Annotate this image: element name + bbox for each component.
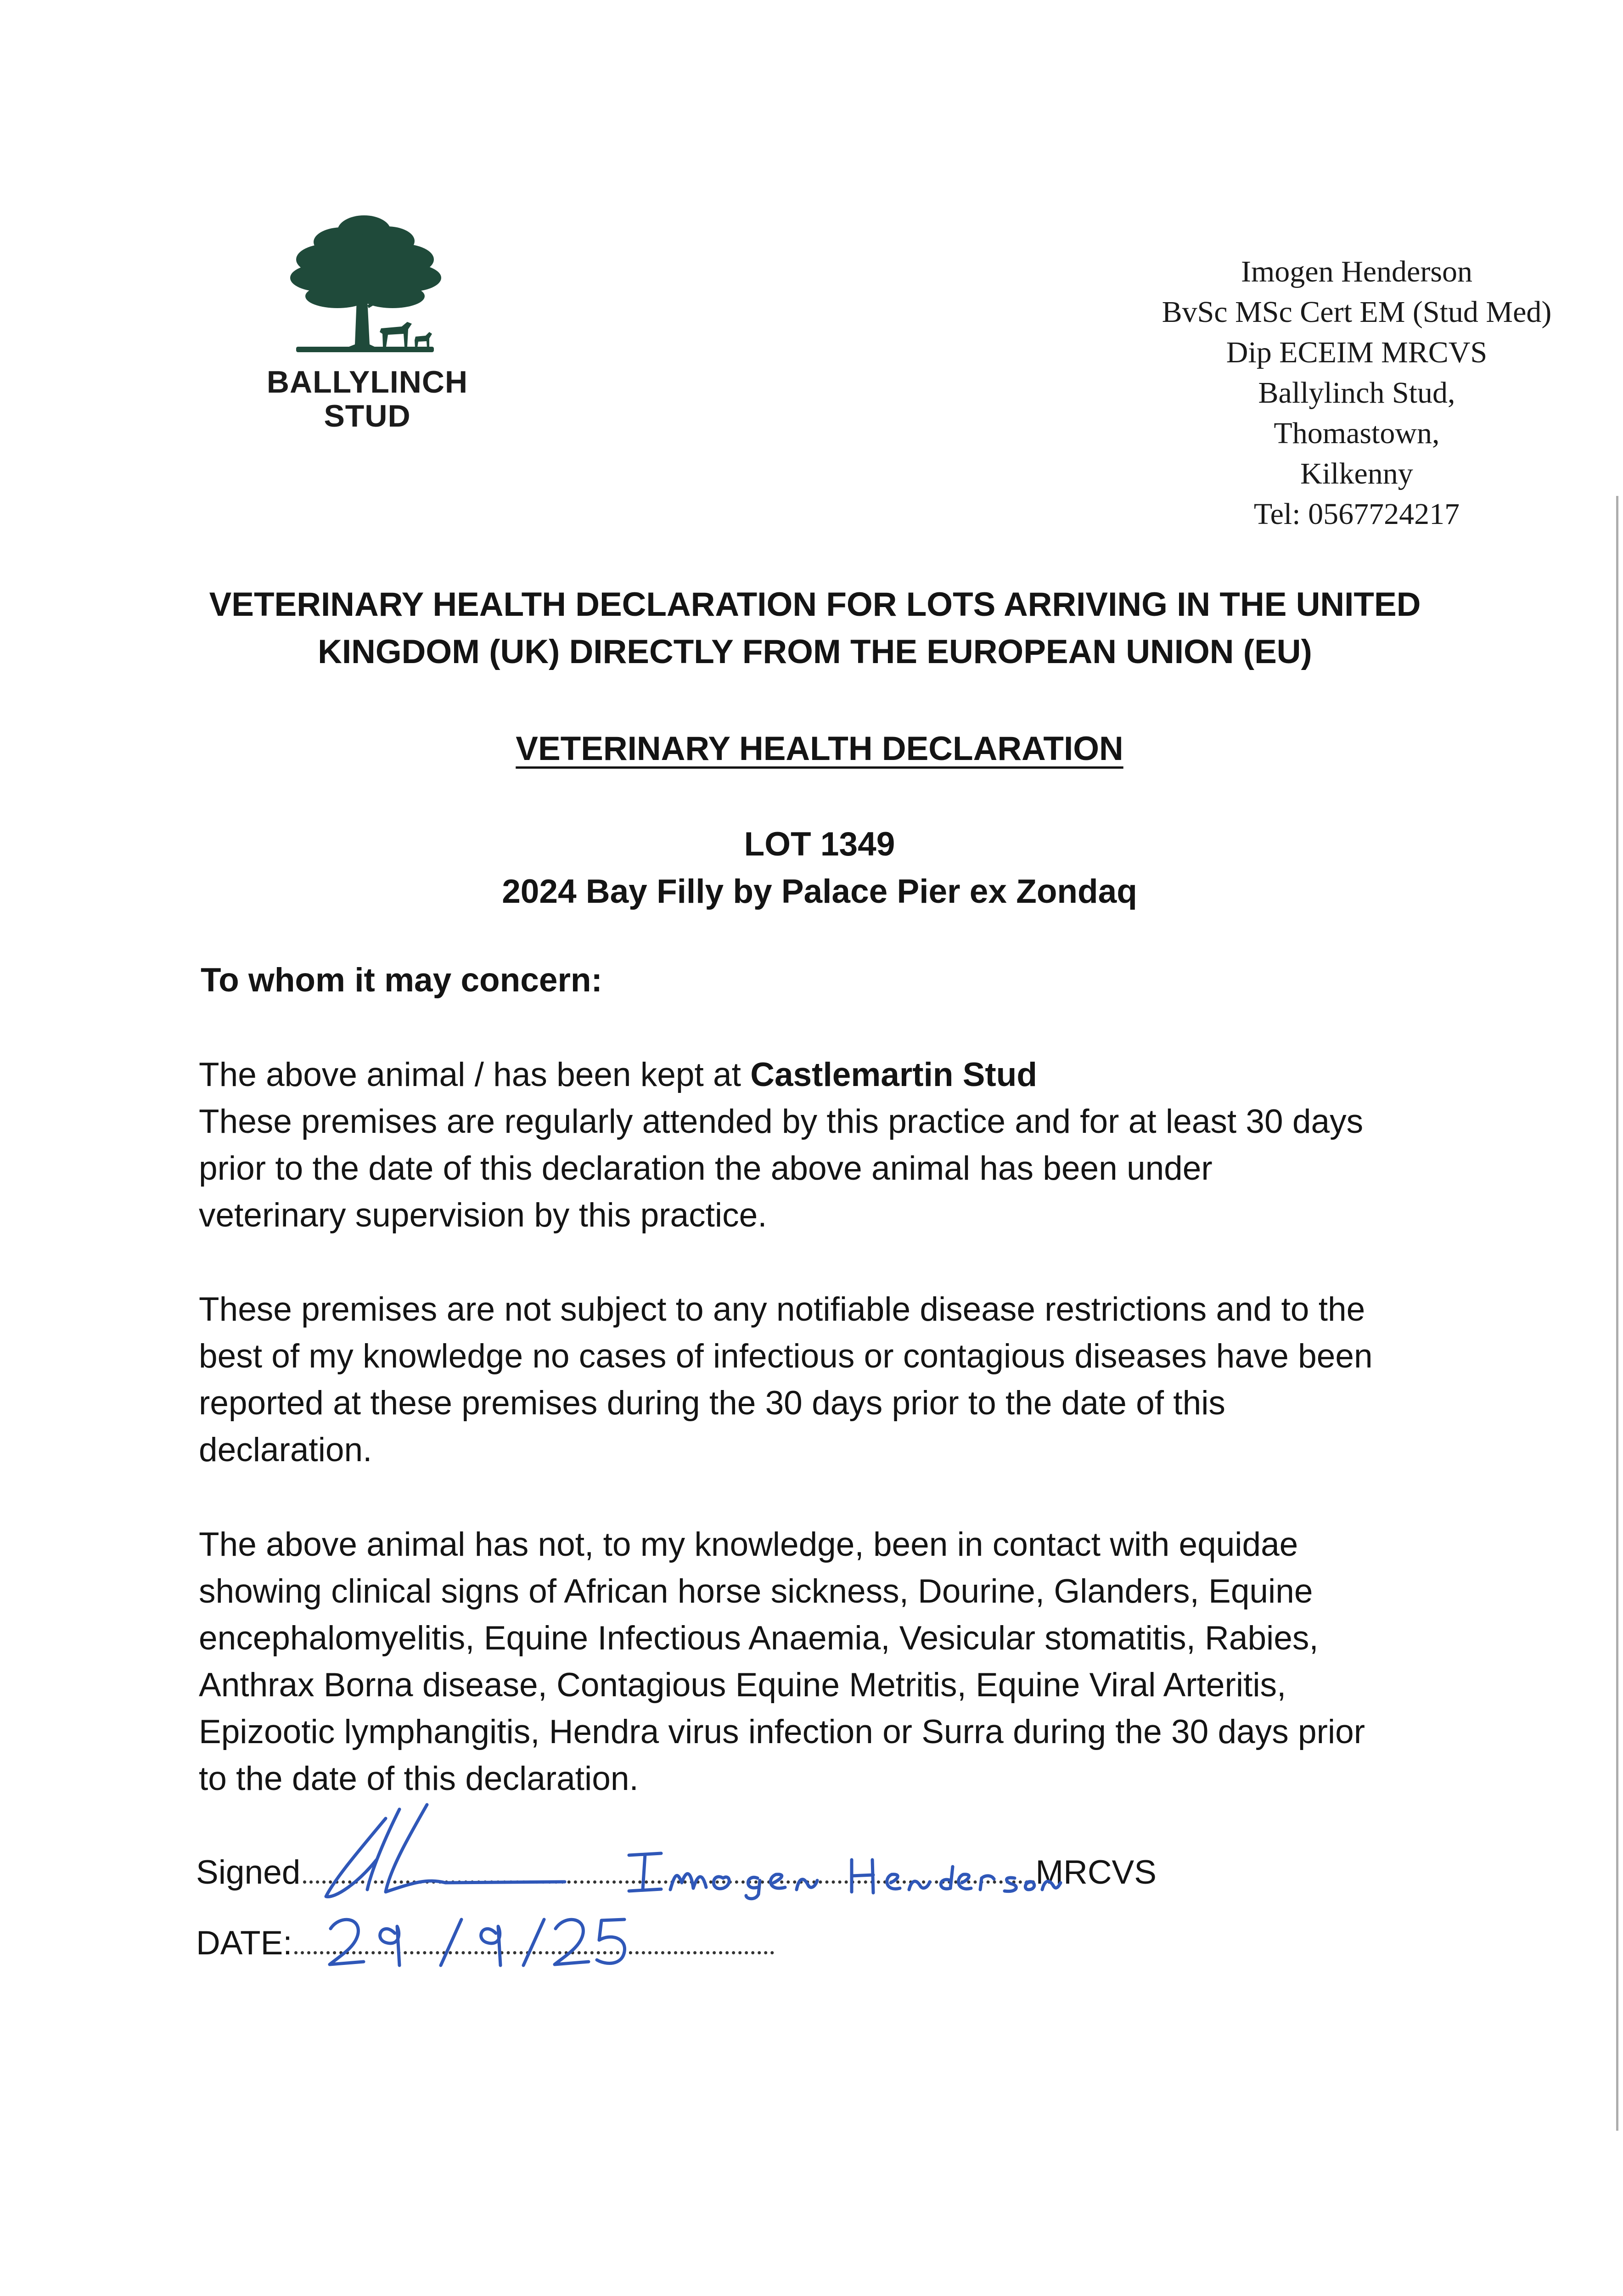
- paragraph-line: The above animal has not, to my knowledge, been in contact with equidae: [199, 1526, 1298, 1563]
- address-line-town: Thomastown,: [1274, 416, 1440, 450]
- address-line-diplomas: Dip ECEIM MRCVS: [1226, 336, 1488, 369]
- paragraph-line: encephalomyelitis, Equine Infectious Anaemia, Vesicular stomatitis, Rabies,: [199, 1620, 1319, 1657]
- paragraph-line: veterinary supervision by this practice.: [199, 1197, 767, 1234]
- paragraph-line: reported at these premises during the 30 days prior to the date of this: [199, 1384, 1225, 1422]
- paragraph-restrictions: [199, 1286, 1475, 1474]
- lot-number: LOT 1349: [744, 826, 895, 863]
- premises-name: Castlemartin Stud: [750, 1056, 1037, 1093]
- logo-wordmark: [255, 365, 480, 433]
- signed-label: Signed: [196, 1854, 301, 1891]
- paragraph-disease-contact: [199, 1521, 1475, 1802]
- vet-address-block: [1102, 252, 1612, 535]
- paragraph-line: declaration.: [199, 1431, 372, 1469]
- paragraph-line: prior to the date of this declaration the above animal has been under: [199, 1150, 1213, 1187]
- address-line-name: Imogen Henderson: [1241, 255, 1473, 288]
- document-subtitle: [174, 728, 1465, 770]
- paragraph-line: These premises are regularly attended by this practice and for at least 30 days: [199, 1103, 1364, 1140]
- logo-line-2: STUD: [324, 399, 411, 433]
- paragraph-line: to the date of this declaration.: [199, 1760, 639, 1797]
- tree-with-horses-icon: [278, 214, 452, 360]
- address-line-county: Kilkenny: [1300, 457, 1413, 490]
- premises-lead-text: The above animal / has been kept at: [199, 1056, 751, 1093]
- logo-line-1: BALLYLINCH: [266, 365, 468, 400]
- paragraph-line: Anthrax Borna disease, Contagious Equine Metritis, Equine Viral Arteritis,: [199, 1666, 1286, 1704]
- paragraph-line: showing clinical signs of African horse sickness, Dourine, Glanders, Equine: [199, 1573, 1313, 1610]
- paragraph-line: [199, 1052, 1475, 1098]
- paragraph-line: best of my knowledge no cases of infectious or contagious diseases have been: [199, 1338, 1373, 1375]
- address-line-qualifications: BvSc MSc Cert EM (Stud Med): [1162, 295, 1552, 329]
- scan-edge-shadow: [1616, 496, 1618, 2131]
- lot-details: [174, 821, 1465, 915]
- paragraph-line: These premises are not subject to any notifiable disease restrictions and to the: [199, 1291, 1365, 1328]
- address-line-stud: Ballylinch Stud,: [1258, 376, 1455, 410]
- handwritten-date: [321, 1901, 652, 1975]
- document-title: [174, 581, 1455, 675]
- date-label: DATE:: [196, 1925, 292, 1962]
- paragraph-premises: [199, 1052, 1475, 1239]
- paragraph-line: Epizootic lymphangitis, Hendra virus infection or Surra during the 30 days prior: [199, 1713, 1365, 1750]
- handwritten-signature: [308, 1791, 1061, 1910]
- ballylinch-stud-logo: [255, 214, 480, 443]
- document-subtitle-text: VETERINARY HEALTH DECLARATION: [516, 730, 1123, 767]
- document-title-line-1: VETERINARY HEALTH DECLARATION FOR LOTS ARRIVING IN THE UNITED: [209, 586, 1421, 623]
- document-title-line-2: KINGDOM (UK) DIRECTLY FROM THE EUROPEAN UNION (EU): [318, 633, 1312, 670]
- address-line-telephone: Tel: 0567724217: [1253, 497, 1460, 531]
- salutation: To whom it may concern:: [201, 962, 602, 999]
- lot-description: 2024 Bay Filly by Palace Pier ex Zondaq: [502, 873, 1137, 910]
- signature-suffix: MRCVS: [1035, 1854, 1157, 1891]
